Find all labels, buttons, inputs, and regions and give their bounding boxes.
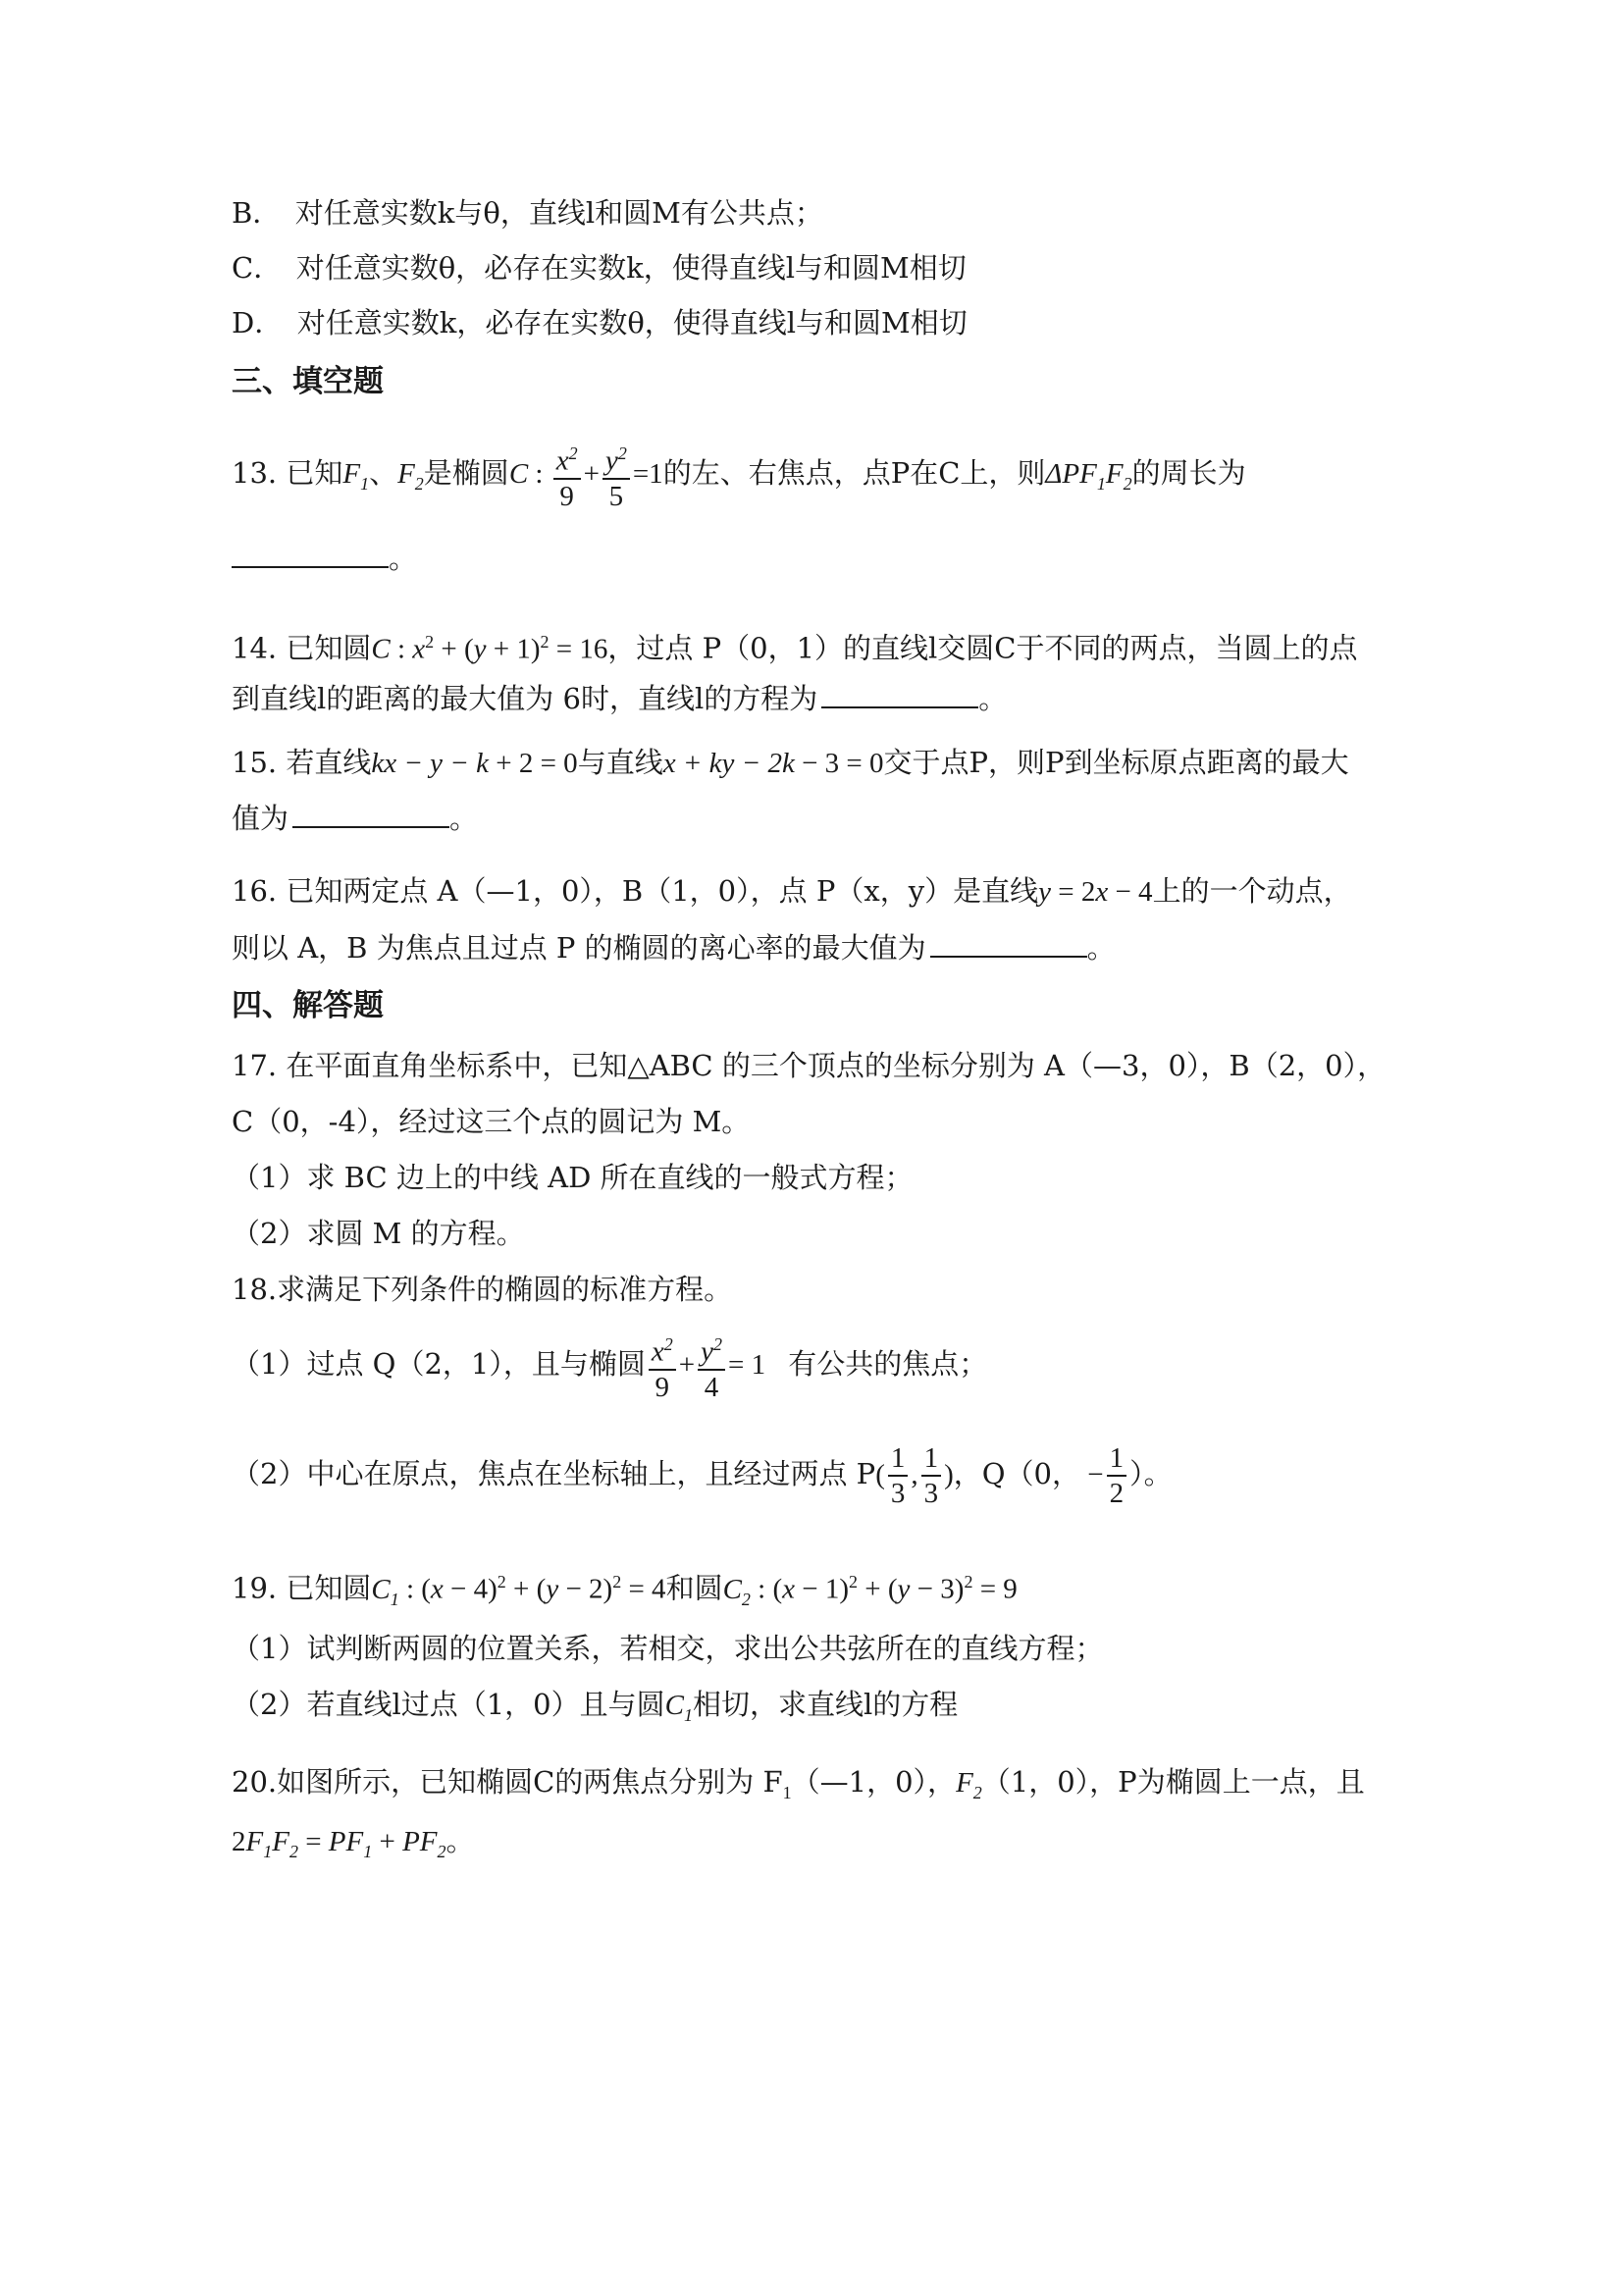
answer-blank[interactable] xyxy=(232,541,389,568)
question-16: 16. 已知两定点 A（—1，0），B（1，0），点 P（x，y）是直线y = 2x − 4上的一个动点， xyxy=(232,874,1352,908)
option-d: D． 对任意实数k，必存在实数θ，使得直线l与和圆M相切 xyxy=(232,306,968,339)
question-14-cont: 到直线l的距离的最大值为 6时，直线l的方程为 。 xyxy=(232,682,1008,715)
question-15-cont: 值为 。 xyxy=(232,802,479,835)
question-18-part-1: （1）过点 Q（2，1），且与椭圆 $\frac{x^2}{9}$ + $\frac{y^2}{4}$ = 1 有公共的焦点； xyxy=(232,1325,1429,1404)
fraction-one-third: $\frac{1}{3}$ xyxy=(888,1441,909,1510)
fraction-y2-over-5: $\frac{y^2}{5}$ xyxy=(602,437,630,513)
question-17-cont: C（0，-4），经过这三个点的圆记为 M。 xyxy=(232,1105,751,1138)
fraction-one-third: $\frac{1}{3}$ xyxy=(921,1441,942,1510)
question-13: 13. 已知$F_1$、$F_2$是椭圆C : $\frac{x^2}{9}$ + $\frac{y^2}{5}$ =1的左、右焦点，点P在C上，则$\Delta PF_1F_2$的周长为 xyxy=(232,434,1429,523)
fraction-one-half: $\frac{1}{2}$ xyxy=(1107,1441,1127,1510)
question-15: 15. 若直线kx − y − k + 2 = 0与直线x + ky − 2k − 3 = 0交于点P，则P到坐标原点距离的最大 xyxy=(232,746,1349,779)
question-18: 18.求满足下列条件的椭圆的标准方程。 xyxy=(232,1273,733,1306)
question-20-cont: $2F_1F_2 = PF_1 + PF_2$。 xyxy=(232,1824,475,1861)
answer-blank[interactable] xyxy=(821,681,978,708)
section-heading-solutions: 四、解答题 xyxy=(232,988,384,1023)
question-18-part-2: （2）中心在原点，焦点在坐标轴上，且经过两点 P( $\frac{1}{3}$ , $\frac{1}{3}$ )，Q（0， − $\frac{1}{2}$ ）。 xyxy=(232,1442,1173,1509)
fraction-x2-over-9: $\frac{x^2}{9}$ xyxy=(649,1328,676,1404)
fraction-x2-over-9: $\frac{x^2}{9}$ xyxy=(553,437,581,513)
question-14: 14. 已知圆C : $x^2 + (y + 1)^2 = 16$，过点 P（0，1）的直线l交圆C于不同的两点，当圆上的点 xyxy=(232,631,1358,665)
question-20: 20.如图所示，已知椭圆C的两焦点分别为 $F_1(—1$，0），$F_2(1$，0），P为椭圆上一点，且 xyxy=(232,1765,1365,1802)
question-17-part-1: （1）求 BC 边上的中线 AD 所在直线的一般式方程； xyxy=(232,1161,914,1194)
option-b: B． 对任意实数k与θ，直线l和圆M有公共点； xyxy=(232,196,823,230)
question-13-answer-line: 。 xyxy=(232,539,1429,578)
question-17-part-2: （2）求圆 M 的方程。 xyxy=(232,1217,525,1250)
question-17: 17. 在平面直角坐标系中，已知△ABC 的三个顶点的坐标分别为 A（—3，0），B（2，0）， xyxy=(232,1049,1387,1082)
fraction-y2-over-4: $\frac{y^2}{4}$ xyxy=(698,1328,725,1404)
answer-blank[interactable] xyxy=(930,930,1087,958)
section-heading-fill-blank: 三、填空题 xyxy=(232,364,384,399)
answer-blank[interactable] xyxy=(292,801,449,828)
option-c: C． 对任意实数θ，必存在实数k，使得直线l与和圆M相切 xyxy=(232,251,967,285)
question-19-part-1: （1）试判断两圆的位置关系，若相交，求出公共弦所在的直线方程； xyxy=(232,1632,1104,1665)
question-19: 19. 已知圆$C_1$ : $(x - 4)^2 + (y - 2)^2 = 4$和圆$C_2$ : $(x - 1)^2 + (y - 3)^2 = 9$ xyxy=(232,1571,1018,1609)
question-16-cont: 则以 A，B 为焦点且过点 P 的椭圆的离心率的最大值为 。 xyxy=(232,931,1116,965)
question-19-part-2: （2）若直线l过点（1，0）且与圆$C_1$相切，求直线l的方程 xyxy=(232,1688,959,1725)
